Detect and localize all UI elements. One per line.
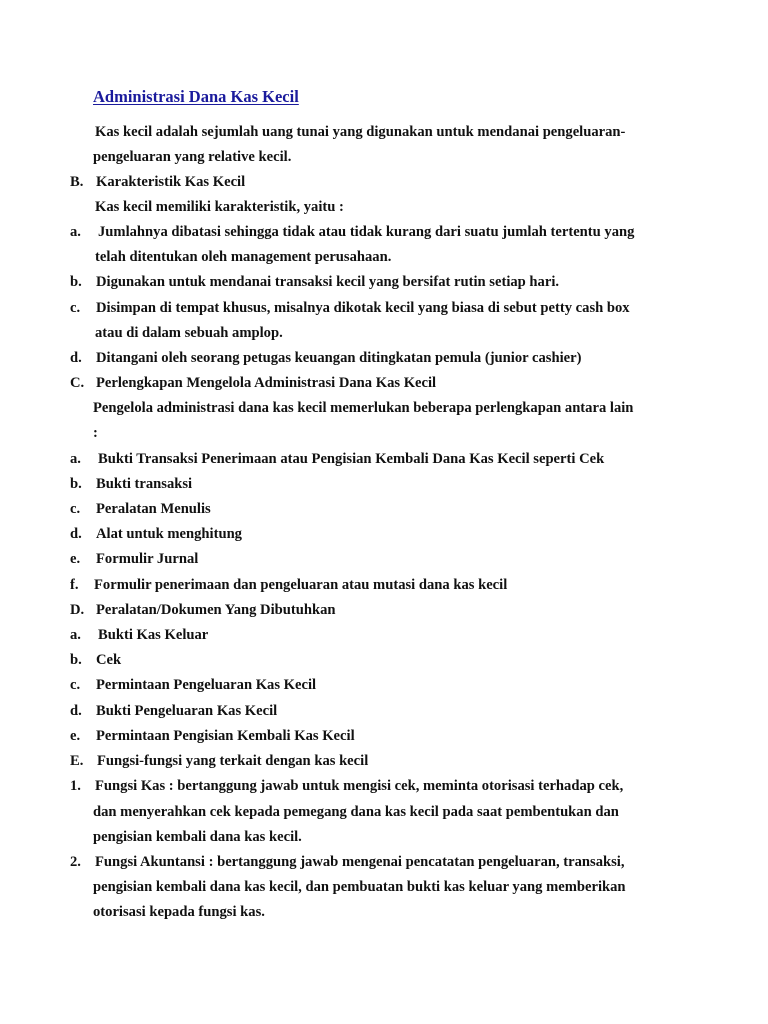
section-d-marker: D. (70, 602, 85, 618)
list-item-text: Jumlahnya dibatasi sehingga tidak atau tidak kurang dari suatu jumlah tertentu yang (98, 224, 635, 240)
intro-line-1: Kas kecil adalah sejumlah uang tunai yang digunakan untuk mendanai pengeluaran- (95, 124, 626, 140)
list-marker: d. (70, 703, 82, 719)
section-c-lead-line-1: Pengelola administrasi dana kas kecil memerlukan beberapa perlengkapan antara lain (93, 400, 634, 416)
section-b-marker: B. (70, 174, 84, 190)
list-item-continuation: otorisasi kepada fungsi kas. (93, 904, 265, 920)
list-marker: 2. (70, 854, 81, 870)
list-item-text: Formulir penerimaan dan pengeluaran atau mutasi dana kas kecil (94, 577, 508, 593)
list-marker: e. (70, 728, 81, 744)
list-marker: c. (70, 300, 81, 316)
list-marker: f. (70, 577, 79, 593)
section-d-title: Peralatan/Dokumen Yang Dibutuhkan (96, 602, 336, 618)
list-item-text: Fungsi Akuntansi : bertanggung jawab mengenai pencatatan pengeluaran, transaksi, (95, 854, 625, 870)
list-item-continuation: telah ditentukan oleh management perusahaan. (95, 249, 392, 265)
list-marker: a. (70, 451, 81, 467)
list-item-continuation: dan menyerahkan cek kepada pemegang dana kas kecil pada saat pembentukan dan (93, 804, 619, 820)
section-e-title: Fungsi-fungsi yang terkait dengan kas kecil (97, 753, 369, 769)
list-item-continuation: pengisian kembali dana kas kecil. (93, 829, 302, 845)
section-c-title: Perlengkapan Mengelola Administrasi Dana Kas Kecil (96, 375, 437, 391)
list-item-text: Alat untuk menghitung (96, 526, 242, 542)
list-marker: b. (70, 652, 82, 668)
list-item-text: Formulir Jurnal (96, 551, 199, 567)
section-c-lead-line-2: : (93, 425, 98, 441)
list-item-text: Bukti Pengeluaran Kas Kecil (96, 703, 278, 719)
section-c-marker: C. (70, 375, 85, 391)
list-marker: b. (70, 274, 82, 290)
list-item-continuation: atau di dalam sebuah amplop. (95, 325, 283, 341)
list-marker: 1. (70, 778, 81, 794)
list-item-text: Bukti Transaksi Penerimaan atau Pengisian Kembali Dana Kas Kecil seperti Cek (98, 451, 605, 467)
list-marker: d. (70, 526, 82, 542)
list-marker: b. (70, 476, 82, 492)
intro-line-2: pengeluaran yang relative kecil. (93, 149, 292, 165)
list-item-text: Permintaan Pengeluaran Kas Kecil (96, 677, 317, 693)
list-item-text: Cek (96, 652, 122, 668)
list-marker: c. (70, 677, 81, 693)
list-item-text: Bukti transaksi (96, 476, 193, 492)
list-marker: a. (70, 224, 81, 240)
section-b-title: Karakteristik Kas Kecil (96, 174, 246, 190)
list-item-text: Bukti Kas Keluar (98, 627, 209, 643)
list-marker: e. (70, 551, 81, 567)
section-e-marker: E. (70, 753, 84, 769)
document-title: Administrasi Dana Kas Kecil (93, 87, 299, 106)
list-item-continuation: pengisian kembali dana kas kecil, dan pembuatan bukti kas keluar yang memberikan (93, 879, 626, 895)
list-item-text: Peralatan Menulis (96, 501, 211, 517)
list-marker: a. (70, 627, 81, 643)
list-item-text: Ditangani oleh seorang petugas keuangan ditingkatan pemula (junior cashier) (96, 350, 582, 366)
section-b-lead: Kas kecil memiliki karakteristik, yaitu : (95, 199, 344, 215)
list-item-text: Permintaan Pengisian Kembali Kas Kecil (96, 728, 355, 744)
list-item-text: Disimpan di tempat khusus, misalnya dikotak kecil yang biasa di sebut petty cash box (96, 300, 630, 316)
list-item-text: Digunakan untuk mendanai transaksi kecil yang bersifat rutin setiap hari. (96, 274, 560, 290)
list-marker: c. (70, 501, 81, 517)
list-marker: d. (70, 350, 82, 366)
list-item-text: Fungsi Kas : bertanggung jawab untuk mengisi cek, meminta otorisasi terhadap cek, (95, 778, 624, 794)
